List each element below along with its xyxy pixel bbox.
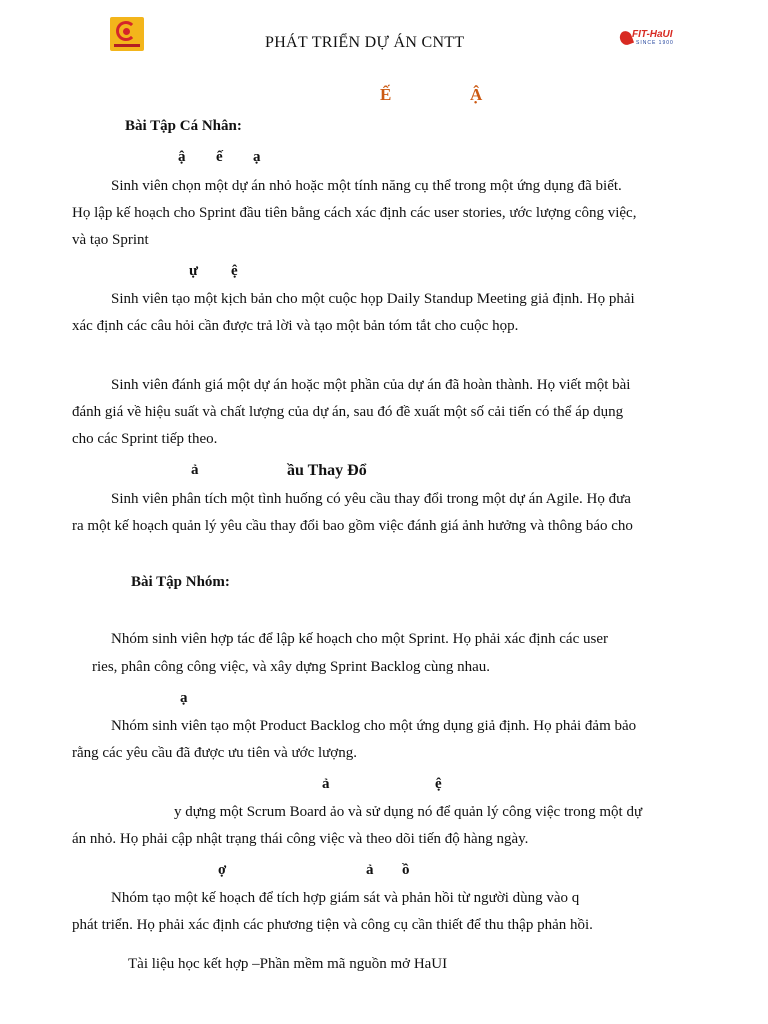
ex3-line-3: cho các Sprint tiếp theo. bbox=[72, 431, 218, 447]
fit-haui-logo bbox=[620, 29, 690, 49]
ex4-line-2: ra một kế hoạch quản lý yêu cầu thay đổi bao gồm việc đánh giá ảnh hưởng và thông báo cho bbox=[72, 518, 633, 534]
logo-dot-shape bbox=[123, 28, 130, 35]
ex1-heading-fragment-3: ạ bbox=[253, 149, 261, 165]
individual-heading: Bài Tập Cá Nhân: bbox=[125, 118, 242, 134]
logo-bar-shape bbox=[114, 44, 140, 47]
group-heading: Bài Tập Nhóm: bbox=[131, 574, 230, 590]
g4-heading-fragment-3: ồ bbox=[402, 862, 410, 878]
fit-logo-subtext: SINCE 1900 bbox=[636, 40, 674, 46]
ex2-line-1: Sinh viên tạo một kịch bản cho một cuộc họp Daily Standup Meeting giả định. Họ phải bbox=[111, 291, 635, 307]
doc-title-fragment-1: Ế bbox=[380, 85, 392, 104]
g4-line-1: Nhóm tạo một kế hoạch để tích hợp giám sát và phản hồi từ người dùng vào q bbox=[111, 890, 580, 906]
g4-heading-fragment-2: ả bbox=[366, 862, 374, 878]
ex3-line-1: Sinh viên đánh giá một dự án hoặc một phần của dự án đã hoàn thành. Họ viết một bài bbox=[111, 377, 631, 393]
g4-heading-fragment-1: ợ bbox=[218, 862, 227, 878]
g4-line-2: phát triển. Họ phải xác định các phương tiện và công cụ cần thiết để thu thập phản hồi. bbox=[72, 917, 593, 933]
fit-logo-text: FIT-HaUI bbox=[632, 29, 673, 40]
g3-line-1: y dựng một Scrum Board ảo và sử dụng nó để quản lý công việc trong một dự bbox=[174, 804, 643, 820]
g3-heading-fragment-1: ả bbox=[322, 776, 330, 792]
ex1-heading-fragment-1: ậ bbox=[178, 149, 186, 165]
ex1-line-2: Họ lập kế hoạch cho Sprint đầu tiên bằng cách xác định các user stories, ước lượng công việc, bbox=[72, 205, 637, 221]
ex4-heading-fragment-1: ả bbox=[191, 462, 199, 478]
doc-title-fragment-2: Ậ bbox=[470, 85, 483, 104]
g1-line-1: Nhóm sinh viên hợp tác để lập kế hoạch cho một Sprint. Họ phải xác định các user bbox=[111, 631, 608, 647]
ex1-line-1: Sinh viên chọn một dự án nhỏ hoặc một tính năng cụ thể trong một ứng dụng đã biết. bbox=[111, 178, 622, 194]
g3-heading-fragment-2: ệ bbox=[435, 776, 442, 792]
ex2-line-2: xác định các câu hỏi cần được trả lời và tạo một bản tóm tắt cho cuộc họp. bbox=[72, 318, 519, 334]
ex2-heading-fragment-2: ệ bbox=[231, 263, 238, 279]
university-logo bbox=[110, 17, 144, 51]
ex4-heading-fragment-2: ầu Thay Đổ bbox=[287, 462, 367, 479]
ex3-line-2: đánh giá về hiệu suất và chất lượng của dự án, sau đó đề xuất một số cải tiến có thể áp dụng bbox=[72, 404, 624, 420]
g3-line-2: án nhỏ. Họ phải cập nhật trạng thái công việc và theo dõi tiến độ hàng ngày. bbox=[72, 831, 529, 847]
ex1-line-3: và tạo Sprint bbox=[72, 232, 149, 248]
g2-line-2: rằng các yêu cầu đã được ưu tiên và ước lượng. bbox=[72, 745, 357, 761]
ex1-heading-fragment-2: ế bbox=[216, 149, 223, 165]
ex2-heading-fragment-1: ự bbox=[189, 263, 199, 279]
g1-line-2: ries, phân công công việc, và xây dựng Sprint Backlog cùng nhau. bbox=[92, 659, 491, 675]
ex4-line-1: Sinh viên phân tích một tình huống có yêu cầu thay đổi trong một dự án Agile. Họ đưa bbox=[111, 491, 631, 507]
g2-heading-fragment-1: ạ bbox=[180, 690, 188, 706]
header-title: PHÁT TRIỂN DỰ ÁN CNTT bbox=[265, 34, 465, 51]
footer-text: Tài liệu học kết hợp –Phần mềm mã nguồn mở HaUI bbox=[128, 956, 448, 972]
g2-line-1: Nhóm sinh viên tạo một Product Backlog cho một ứng dụng giả định. Họ phải đảm bảo bbox=[111, 718, 637, 734]
